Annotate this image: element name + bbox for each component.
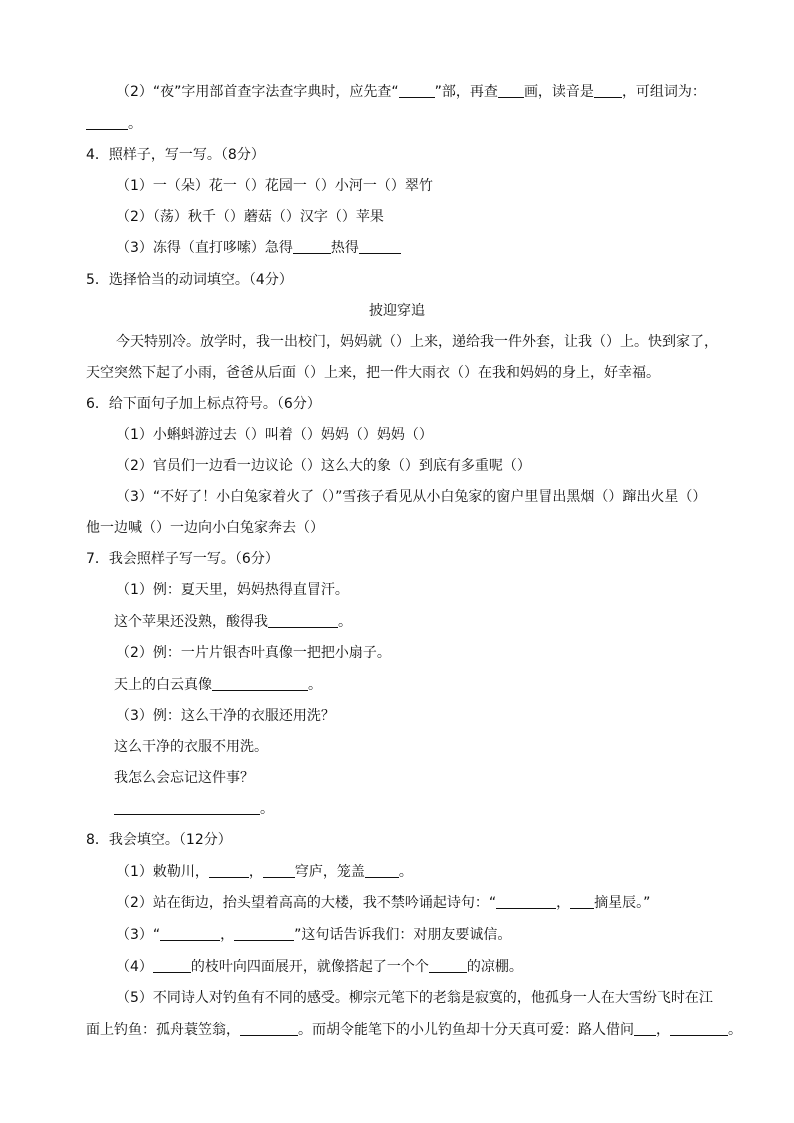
q8-line3-comma: ， — [220, 927, 235, 943]
q8-l4-blank-1[interactable] — [153, 958, 191, 973]
q4-line3-text-a: （3）冻得（直打哆嗦）急得 — [116, 240, 293, 256]
q8-l6-blank-1[interactable] — [240, 1021, 298, 1036]
q8-l4-blank-2[interactable] — [429, 958, 467, 973]
q8-line6-text-b: 。而胡令能笔下的小儿钓鱼却十分天真可爱：路人借问 — [298, 1022, 634, 1038]
q8-line1 — [116, 862, 413, 882]
q7-question3: 我怎么会忘记这件事？ — [114, 770, 254, 786]
q8-l2-blank-1[interactable] — [496, 894, 556, 909]
q6-line3: （3）“不好了！小白兔家着火了（）”雪孩子看见从小白兔家的窗户里冒出黑烟（）蹿出火星（） — [116, 489, 707, 505]
q3-item2-end: 。 — [128, 116, 142, 132]
q7-answer1-blank[interactable] — [268, 613, 338, 628]
q8-line4-text-b: 的枝叶向四面展开，就像搭起了一个个 — [190, 959, 429, 975]
q6-title: 6．给下面句子加上标点符号。（6分） — [86, 396, 321, 412]
q7-answer2 — [114, 675, 322, 695]
q8-line4-text-a: （4） — [116, 959, 153, 975]
q8-line2-text-c: 摘星辰。” — [594, 895, 651, 911]
q7-answer3-period: 。 — [260, 801, 274, 817]
q4-title: 4．照样子，写一写。（8分） — [86, 147, 265, 163]
q7-example3: （3）例：这么干净的衣服还用洗？ — [116, 708, 335, 724]
q6-line2: （2）官员们一边看一边议论（）这么大的象（）到底有多重呢（） — [116, 458, 531, 474]
q3-item2-text-c: 画，读音是 — [523, 84, 594, 100]
q8-line1-comma: ， — [248, 864, 263, 880]
q6-line1: （1）小蝌蚪游过去（）叫着（）妈妈（）妈妈（） — [116, 427, 433, 443]
q8-l3-blank-2[interactable] — [234, 926, 294, 941]
q8-line4 — [116, 957, 523, 977]
q8-l6-blank-3[interactable] — [670, 1021, 728, 1036]
q8-line4-text-c: 的凉棚。 — [466, 959, 523, 975]
q7-example2: （2）例：一片片银杏叶真像一把把小扇子。 — [116, 645, 391, 661]
q7-answer1 — [114, 612, 352, 632]
q8-l2-blank-2[interactable] — [570, 894, 594, 909]
q3-item2-text-d: ，可组词为： — [621, 84, 706, 100]
q8-line6-comma: ， — [656, 1022, 670, 1038]
q5-options: 披迎穿追 — [369, 303, 425, 319]
q5-title: 5．选择恰当的动词填空。（4分） — [86, 272, 293, 288]
q3-item2-text-a: （2）“夜”字用部首查字法查字典时，应先查“ — [116, 84, 399, 100]
q3-word-blank[interactable] — [86, 115, 128, 130]
q3-item2-cont — [86, 114, 142, 134]
q4-anxious-blank[interactable] — [293, 239, 331, 254]
q8-line5: （5）不同诗人对钓鱼有不同的感受。柳宗元笔下的老翁是寂寞的，他孤身一人在大雪纷飞时在江 — [116, 990, 713, 1006]
q6-line4: 他一边喊（）一边向小白兔家奔去（） — [86, 520, 324, 536]
q3-radical-blank[interactable] — [399, 83, 435, 98]
q8-l6-blank-2[interactable] — [634, 1021, 656, 1036]
q7-answer3-blank[interactable] — [114, 800, 260, 815]
q8-line1-text-a: （1）敕勒川， — [116, 864, 209, 880]
q5-para-1: 今天特别冷。放学时，我一出校门，妈妈就（）上来，递给我一件外套，让我（）上。快到家了， — [116, 334, 718, 350]
q8-line3-text-a: （3）“ — [116, 927, 161, 943]
q8-line2 — [116, 893, 650, 913]
q3-pinyin-blank[interactable] — [594, 83, 622, 98]
q7-example3-answer: 这么干净的衣服不用洗。 — [114, 739, 268, 755]
q7-answer1-text: 这个苹果还没熟，酸得我 — [114, 614, 268, 630]
q8-title: 8．我会填空。（12分） — [86, 832, 232, 848]
q8-line6 — [86, 1020, 742, 1040]
q5-para-2: 天空突然下起了小雨，爸爸从后面（）上来，把一件大雨衣（）在我和妈妈的身上，好幸福。 — [86, 365, 660, 381]
q8-line1-period: 。 — [398, 864, 413, 880]
q3-item2 — [116, 82, 706, 102]
q8-l1-blank-3[interactable] — [365, 863, 399, 878]
q7-title: 7．我会照样子写一写。（6分） — [86, 551, 279, 567]
q7-answer3 — [114, 799, 274, 819]
q8-line2-comma: ， — [556, 895, 571, 911]
q8-line6-period: 。 — [728, 1022, 742, 1038]
q7-answer2-period: 。 — [308, 677, 322, 693]
q4-hot-blank[interactable] — [359, 239, 401, 254]
q4-line1: （1）一（朵）花一（）花园一（）小河一（）翠竹 — [116, 178, 433, 194]
q8-line3 — [116, 925, 511, 945]
q7-answer2-blank[interactable] — [212, 676, 308, 691]
q8-line6-text-a: 面上钓鱼：孤舟蓑笠翁， — [86, 1022, 240, 1038]
q7-answer2-text: 天上的白云真像 — [114, 677, 212, 693]
q3-item2-text-b: ”部，再查 — [434, 84, 498, 100]
q7-example1: （1）例：夏天里，妈妈热得直冒汗。 — [116, 582, 349, 598]
q8-l1-blank-1[interactable] — [209, 863, 249, 878]
q3-strokes-blank[interactable] — [498, 83, 524, 98]
q7-answer1-period: 。 — [338, 614, 352, 630]
q4-line3 — [116, 238, 401, 258]
q4-line3-text-b: 热得 — [330, 240, 359, 256]
q8-line1-text-c: 穹庐，笼盖 — [294, 864, 365, 880]
q8-l3-blank-1[interactable] — [160, 926, 220, 941]
q8-line2-text-a: （2）站在街边，抬头望着高高的大楼，我不禁吟诵起诗句：“ — [116, 895, 497, 911]
q8-line3-text-c: ”这句话告诉我们：对朋友要诚信。 — [294, 927, 512, 943]
q8-l1-blank-2[interactable] — [263, 863, 295, 878]
q4-line2: （2）（荡）秋千（）蘑菇（）汉字（）苹果 — [116, 209, 384, 225]
